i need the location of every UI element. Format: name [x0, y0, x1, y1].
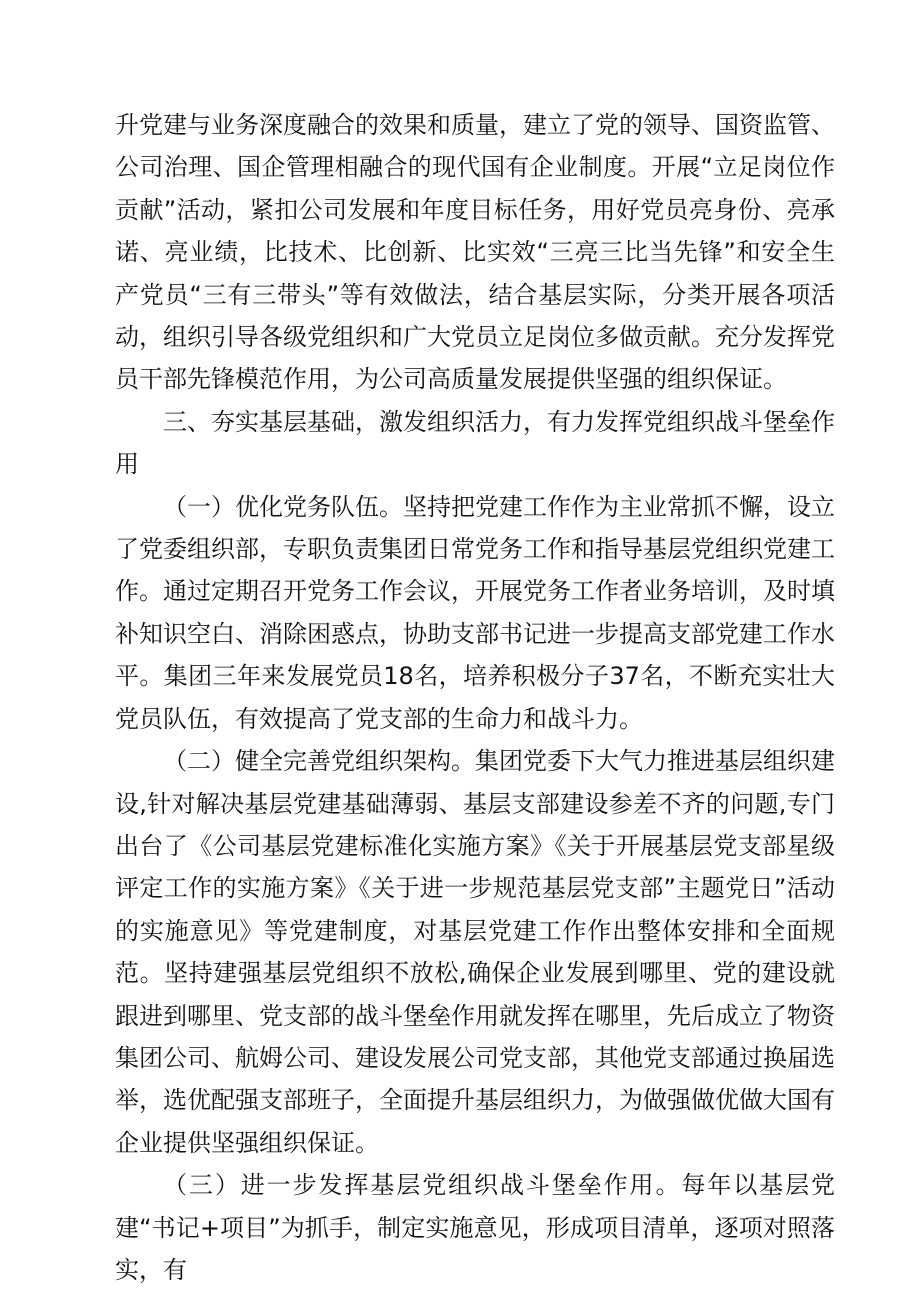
paragraph-continuation: 升党建与业务深度融合的效果和质量，建立了党的领导、国资监管、公司治理、国企管理相融合的现代国有企业制度。开展“立足岗位作贡献”活动，紧扣公司发展和年度目标任务，用好党员亮身份、亮承诺、亮业绩，比技术、比创新、比实效“三亮三比当先锋”和安全生产党员“三有三带头”等有效做法，结合基层实际，分类开展各项活动，组织引导各级党组织和广大党员立足岗位多做贡献。充分发挥党员干部先锋模范作用，为公司高质量发展提供坚强的组织保证。: [115, 111, 835, 394]
paragraph-improve-organization: （二）健全完善党组织架构。集团党委下大气力推进基层组织建设,针对解决基层党建基础薄弱、基层支部建设参差不齐的问题,专门出台了《公司基层党建标准化实施方案》《关于开展基层党支部星级评定工作的实施方案》《关于进一步规范基层党支部”主题党日”活动的实施意见》等党建制度，对基层党建工作作出整体安排和全面规范。坚持建强基层党组织不放松,确保企业发展到哪里、党的建设就跟进到哪里、党支部的战斗堡垒作用就发挥在哪里，先后成立了物资集团公司、航姆公司、建设发展公司党支部，其他党支部通过换届选举，选优配强支部班子，全面提升基层组织力，为做强做优做大国有企业提供坚强组织保证。: [115, 747, 835, 1157]
paragraph-optimize-party-team: （一）优化党务队伍。坚持把党建工作作为主业常抓不懈，设立了党委组织部，专职负责集团日常党务工作和指导基层党组织党建工作。通过定期召开党务工作会议，开展党务工作者业务培训，及时填补知识空白、消除困惑点，协助支部书记进一步提高支部党建工作水平。集团三年来发展党员18名，培养积极分子37名，不断充实壮大党员队伍，有效提高了党支部的生命力和战斗力。: [115, 492, 835, 733]
document-body: [115, 104, 835, 1291]
paragraph-fortress-role: （三）进一步发挥基层党组织战斗堡垒作用。每年以基层党建“书记+项目”为抓手，制定实施意见，形成项目清单，逐项对照落实，有: [115, 1171, 835, 1284]
section-heading: 三、夯实基层基础，激发组织活力，有力发挥党组织战斗堡垒作用: [115, 407, 835, 479]
